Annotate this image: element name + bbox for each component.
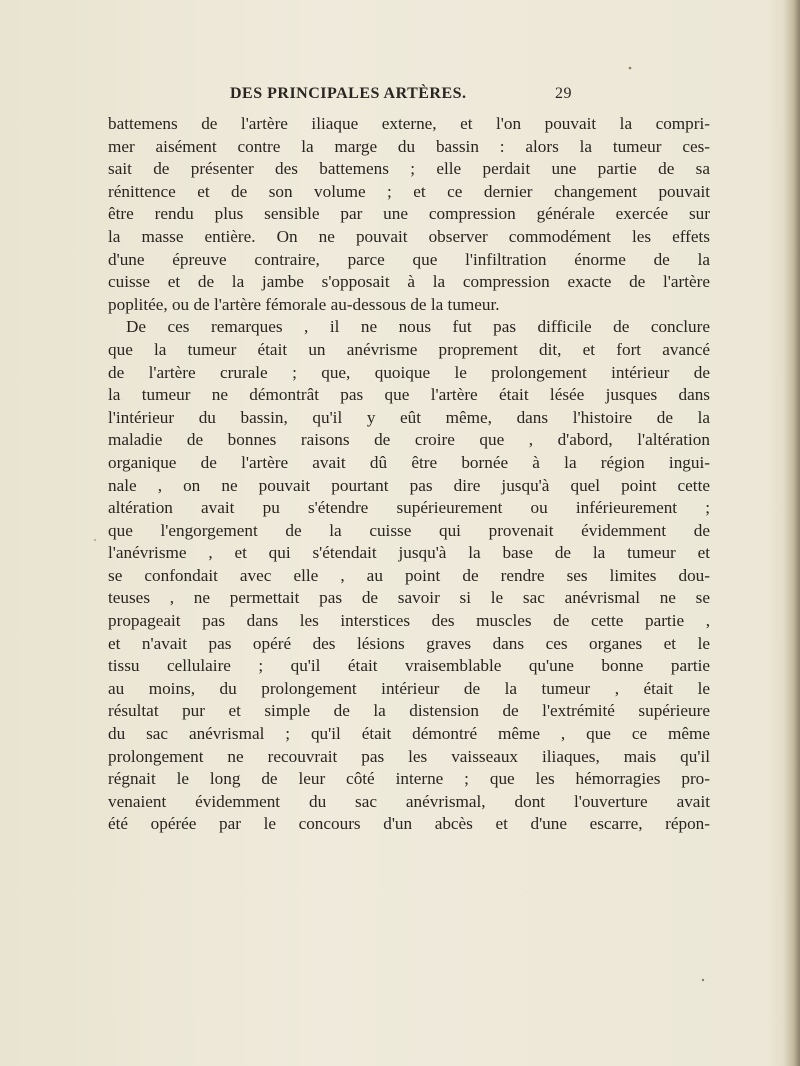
speck <box>94 539 96 541</box>
text-line: tissu cellulaire ; qu'il était vraisemblable qu'une bonne partie <box>108 656 710 676</box>
running-title: DES PRINCIPALES ARTÈRES. <box>230 85 467 102</box>
text-line: et n'avait pas opéré des lésions graves dans ces organes et le <box>108 633 710 653</box>
text-line: sait de présenter des battemens ; elle perdait une partie de sa <box>108 159 710 179</box>
text-line: nale , on ne pouvait pourtant pas dire jusqu'à quel point cette <box>108 475 710 495</box>
speck <box>629 67 632 70</box>
text-line: l'anévrisme , et qui s'étendait jusqu'à la base de la tumeur et <box>108 543 710 563</box>
text-line: au moins, du prolongement intérieur de la tumeur , était le <box>108 678 710 698</box>
text-line: venaient évidemment du sac anévrismal, dont l'ouverture avait <box>108 791 710 811</box>
body-text <box>108 113 710 836</box>
text-line: que l'engorgement de la cuisse qui provenait évidemment de <box>108 520 710 540</box>
text-line: De ces remarques , il ne nous fut pas difficile de conclure <box>126 317 710 337</box>
text-line: du sac anévrismal ; qu'il était démontré même , que ce même <box>108 724 710 744</box>
text-line: de l'artère crurale ; que, quoique le prolongement intérieur de <box>108 362 710 382</box>
text-line: été opérée par le concours d'un abcès et d'une escarre, répon- <box>108 814 710 834</box>
text-line: régnait le long de leur côté interne ; que les hémorragies pro- <box>108 769 710 789</box>
page-header <box>230 85 570 107</box>
text-line: que la tumeur était un anévrisme proprement dit, et fort avancé <box>108 339 710 359</box>
text-line: la tumeur ne démontrât pas que l'artère était lésée jusques dans <box>108 385 710 405</box>
text-line: cuisse et de la jambe s'opposait à la compression exacte de l'artère <box>108 272 710 292</box>
text-line: se confondait avec elle , au point de rendre ses limites dou- <box>108 565 710 585</box>
text-line: organique de l'artère avait dû être bornée à la région ingui- <box>108 452 710 472</box>
speck <box>702 979 704 981</box>
text-line: prolongement ne recouvrait pas les vaisseaux iliaques, mais qu'il <box>108 746 710 766</box>
text-line: teuses , ne permettait pas de savoir si le sac anévrismal ne se <box>108 588 710 608</box>
text-line: rénittence et de son volume ; et ce dernier changement pouvait <box>108 181 710 201</box>
text-line: altération avait pu s'étendre supérieurement ou inférieurement ; <box>108 498 710 518</box>
text-line: la masse entière. On ne pouvait observer commodément les effets <box>108 226 710 246</box>
text-line: propageait pas dans les interstices des muscles de cette partie , <box>108 611 710 631</box>
text-line: être rendu plus sensible par une compression générale exercée sur <box>108 204 710 224</box>
text-line: poplitée, ou de l'artère fémorale au-dessous de la tumeur. <box>108 294 500 314</box>
page-number: 29 <box>555 85 572 102</box>
text-line: d'une épreuve contraire, parce que l'infiltration énorme de la <box>108 249 710 269</box>
text-line: mer aisément contre la marge du bassin : alors la tumeur ces- <box>108 136 710 156</box>
text-line: résultat pur et simple de la distension de l'extrémité supérieure <box>108 701 710 721</box>
text-line: battemens de l'artère iliaque externe, et l'on pouvait la compri- <box>108 114 710 133</box>
text-line: maladie de bonnes raisons de croire que , d'abord, l'altération <box>108 430 710 450</box>
text-line: l'intérieur du bassin, qu'il y eût même, dans l'histoire de la <box>108 407 710 427</box>
